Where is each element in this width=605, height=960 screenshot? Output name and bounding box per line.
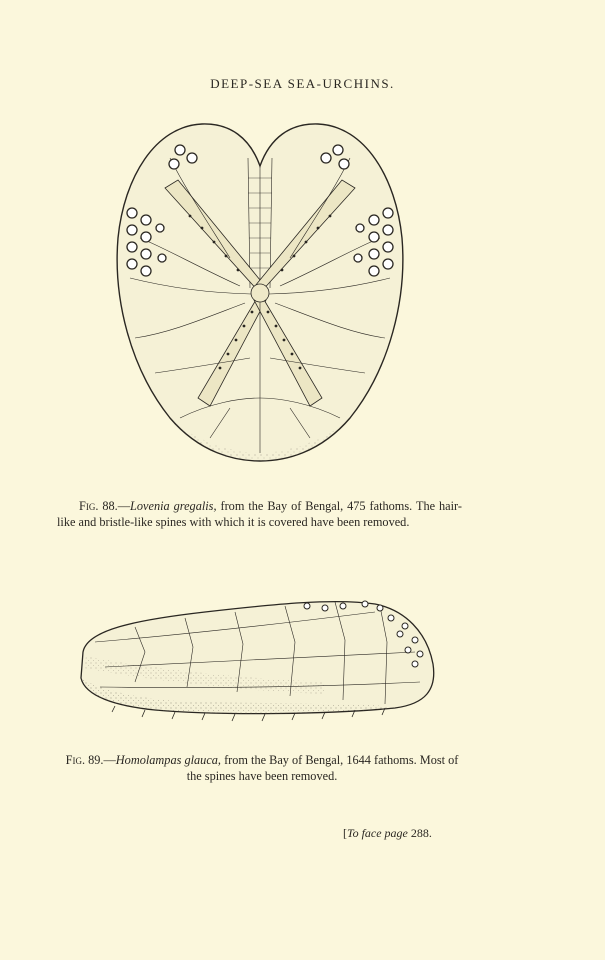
lovenia-gregalis-drawing	[110, 118, 410, 463]
caption-dash: —	[117, 499, 131, 513]
fig-label: Fig.	[65, 753, 86, 767]
homolampas-glauca-drawing	[75, 592, 440, 722]
species-name: Lovenia gregalis,	[130, 499, 217, 513]
page-reference: 288.	[410, 826, 432, 840]
to-face-label: To face page	[347, 826, 408, 840]
fig-number: 88.	[102, 499, 118, 513]
running-head: DEEP-SEA SEA-URCHINS.	[210, 76, 395, 91]
caption-text: from the Bay of Bengal, 475 fathoms. The hair-like and bristle-like spines with which it is covered have been removed.	[57, 499, 462, 529]
figure-88-illustration	[110, 118, 410, 463]
fig-number: 89.	[88, 753, 104, 767]
species-name: Homolampas glauca,	[115, 753, 221, 767]
fig-label: Fig.	[79, 499, 99, 513]
facing-page-note	[343, 826, 432, 841]
figure-89-caption	[63, 752, 461, 784]
figure-89-illustration	[75, 592, 440, 722]
caption-text: from the Bay of Bengal, 1644 fathoms. Most of the spines have been removed.	[186, 753, 459, 783]
caption-dash: —	[103, 753, 116, 767]
bracket: [	[343, 826, 347, 840]
figure-88-caption	[57, 498, 462, 530]
